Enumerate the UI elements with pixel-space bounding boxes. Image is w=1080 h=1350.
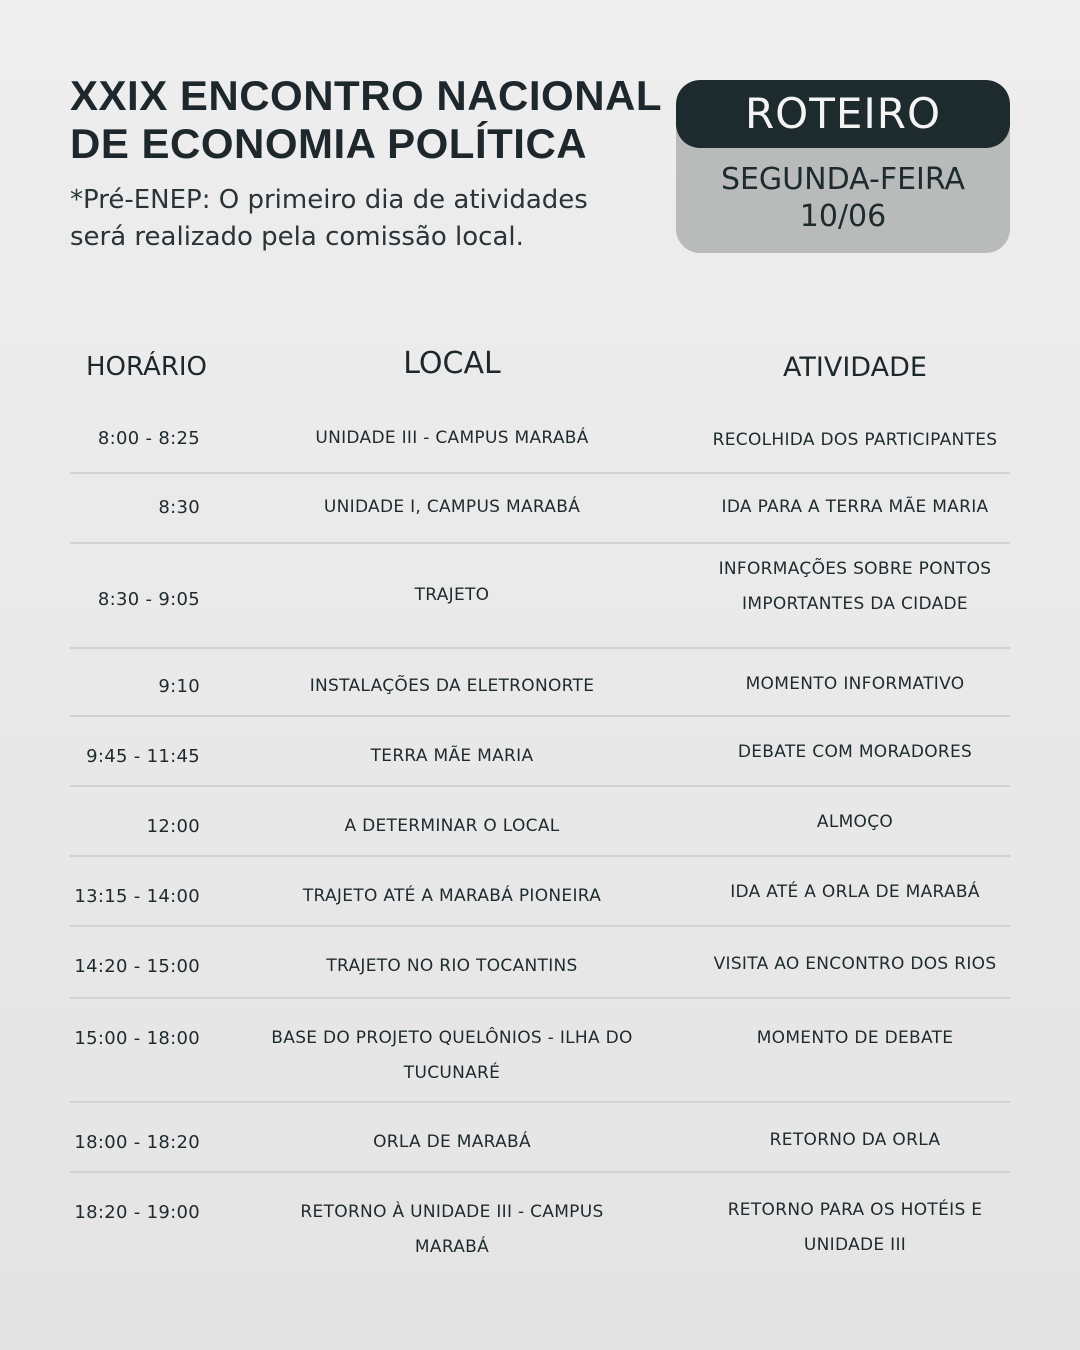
schedule-badge <box>676 80 1010 253</box>
row-local: RETORNO À UNIDADE III - CAMPUS MARABÁ <box>300 1202 604 1257</box>
row-time: 18:20 - 19:00 <box>74 1202 200 1223</box>
row-activity: IDA ATÉ A ORLA DE MARABÁ <box>730 882 980 902</box>
row-time: 12:00 <box>146 816 200 837</box>
row-activity: IDA PARA A TERRA MÃE MARIA <box>721 497 989 517</box>
row-activity: MOMENTO DE DEBATE <box>756 1028 954 1048</box>
table-row <box>70 1173 1010 1277</box>
row-activity: MOMENTO INFORMATIVO <box>745 674 965 694</box>
row-local: TRAJETO <box>414 585 490 605</box>
row-time: 14:20 - 15:00 <box>74 956 200 977</box>
table-row <box>70 999 1010 1103</box>
row-local: TRAJETO ATÉ A MARABÁ PIONEIRA <box>302 886 602 906</box>
title-line-1: XXIX ENCONTRO NACIONAL <box>70 72 663 119</box>
row-local: TRAJETO NO RIO TOCANTINS <box>326 956 578 976</box>
table-header <box>0 340 1080 400</box>
table-row <box>70 717 1010 787</box>
row-activity: VISITA AO ENCONTRO DOS RIOS <box>713 954 997 974</box>
row-local: TERRA MÃE MARIA <box>370 746 534 766</box>
table-row <box>70 1103 1010 1173</box>
row-local: ORLA DE MARABÁ <box>373 1132 531 1152</box>
row-time: 9:10 <box>158 676 200 697</box>
row-activity: DEBATE COM MORADORES <box>737 742 973 762</box>
header-time: HORÁRIO <box>86 352 208 382</box>
header-activity: ATIVIDADE <box>783 352 927 383</box>
row-activity: RETORNO PARA OS HOTÉIS E UNIDADE III <box>727 1200 983 1255</box>
row-activity: INFORMAÇÕES SOBRE PONTOS IMPORTANTES DA CIDADE <box>718 559 992 614</box>
row-time: 8:00 - 8:25 <box>97 428 200 449</box>
badge-title: ROTEIRO <box>676 80 1010 148</box>
table-row <box>70 474 1010 544</box>
row-time: 18:00 - 18:20 <box>74 1132 200 1153</box>
pre-enep-note <box>70 182 630 256</box>
note-line-2: será realizado pela comissão local. <box>70 222 524 252</box>
row-time: 8:30 <box>158 497 200 518</box>
page-title <box>70 72 663 168</box>
row-local: UNIDADE I, CAMPUS MARABÁ <box>323 497 581 517</box>
row-activity: ALMOÇO <box>816 812 894 832</box>
badge-date: 10/06 <box>799 199 887 234</box>
row-time: 13:15 - 14:00 <box>74 886 200 907</box>
title-line-2: DE ECONOMIA POLÍTICA <box>70 120 588 167</box>
row-local: BASE DO PROJETO QUELÔNIOS - ILHA DO TUCUNARÉ <box>271 1028 633 1083</box>
row-local: UNIDADE III - CAMPUS MARABÁ <box>315 428 589 448</box>
row-local: INSTALAÇÕES DA ELETRONORTE <box>309 676 595 696</box>
row-time: 15:00 - 18:00 <box>74 1028 200 1049</box>
table-row <box>70 927 1010 999</box>
row-activity: RETORNO DA ORLA <box>769 1130 941 1150</box>
table-row <box>70 857 1010 927</box>
table-row <box>70 787 1010 857</box>
row-activity: RECOLHIDA DOS PARTICIPANTES <box>712 430 998 450</box>
row-time: 9:45 - 11:45 <box>86 746 200 767</box>
note-line-1: *Pré-ENEP: O primeiro dia de atividades <box>70 185 588 215</box>
header-local: LOCAL <box>403 346 501 381</box>
table-row <box>70 405 1010 474</box>
table-row <box>70 544 1010 649</box>
schedule-table <box>70 405 1010 1277</box>
badge-day: SEGUNDA-FEIRA <box>720 162 966 197</box>
row-local: A DETERMINAR O LOCAL <box>344 816 560 836</box>
table-row <box>70 649 1010 717</box>
row-time: 8:30 - 9:05 <box>97 589 200 610</box>
